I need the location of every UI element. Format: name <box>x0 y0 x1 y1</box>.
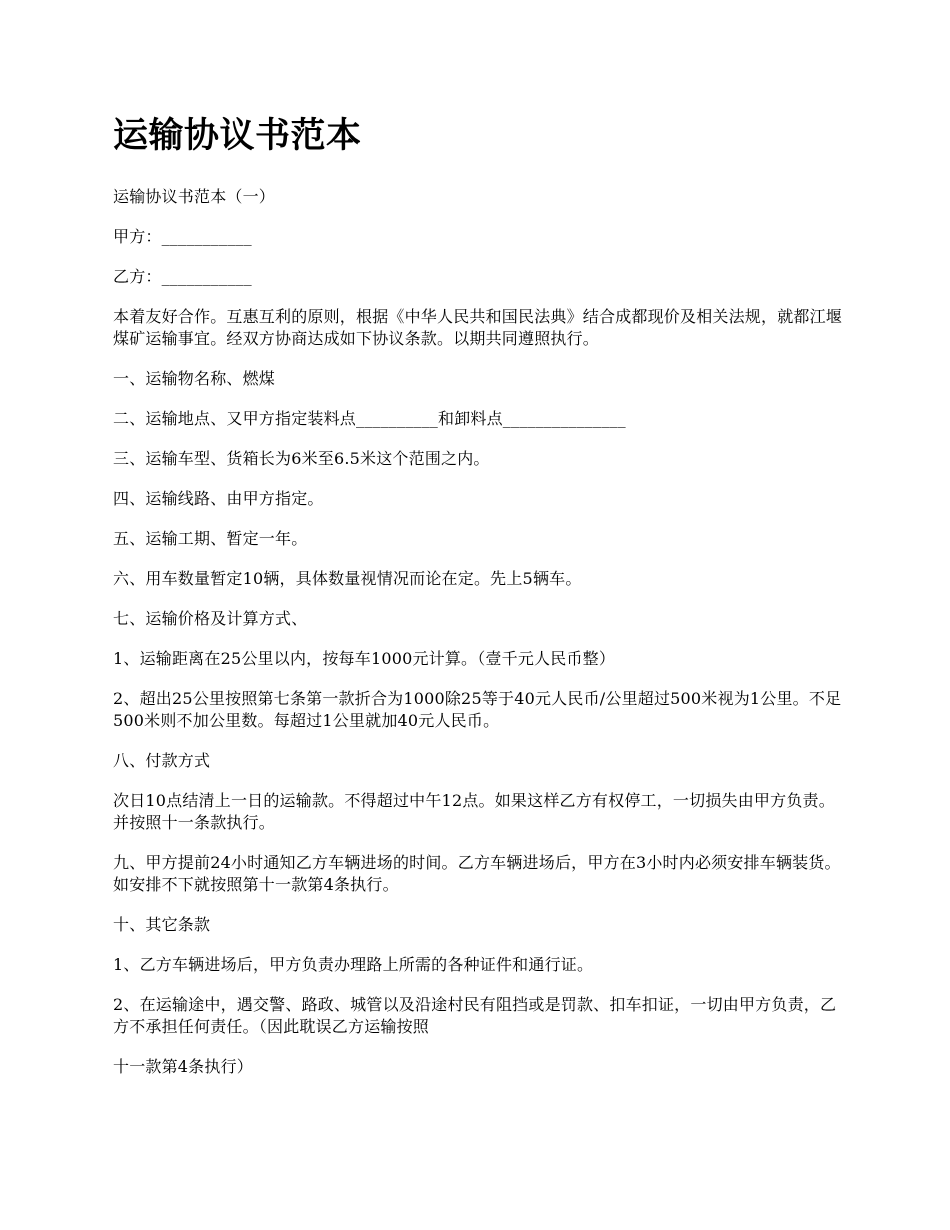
paragraph-clause-7: 七、运输价格及计算方式、 <box>113 609 308 628</box>
paragraph-clause-9: 九、甲方提前24小时通知乙方车辆进场的时间。乙方车辆进场后，甲方在3小时内必须安排车辆装货。如安排不下就按照第十一款第4条执行。 <box>113 853 841 894</box>
paragraph-clause-1: 一、运输物名称、燃煤 <box>113 369 276 388</box>
paragraph-clause-6: 六、用车数量暂定10辆，具体数量视情况而论在定。先上5辆车。 <box>113 569 582 588</box>
paragraph-clause-3: 三、运输车型、货箱长为6米至6.5米这个范围之内。 <box>113 449 490 468</box>
paragraph-clause-10-item-2: 2、在运输途中，遇交警、路政、城管以及沿途村民有阻挡或是罚款、扣车扣证，一切由甲方负责，乙方不承担任何责任。（因此耽误乙方运输按照 <box>113 995 837 1036</box>
paragraph-clause-10-item-2-cont: 十一款第4条执行） <box>113 1057 253 1076</box>
document-page <box>113 112 843 1096</box>
paragraph-clause-5: 五、运输工期、暂定一年。 <box>113 529 308 548</box>
paragraph-clause-10: 十、其它条款 <box>113 915 211 934</box>
document-title: 运输协议书范本 <box>113 115 362 156</box>
paragraph-clause-2: 二、运输地点、又甲方指定装料点__________和卸料点_______________ <box>113 409 626 428</box>
paragraph-party-b: 乙方：___________ <box>113 267 252 286</box>
paragraph-subtitle: 运输协议书范本（一） <box>113 187 276 206</box>
paragraph-clause-7-item-2: 2、超出25公里按照第七条第一款折合为1000除25等于40元人民币/公里超过500米视为1公里。不足500米则不加公里数。每超过1公里就加40元人民币。 <box>113 689 842 730</box>
paragraph-clause-7-item-1: 1、运输距离在25公里以内，按每车1000元计算。（壹千元人民币整） <box>113 649 616 668</box>
paragraph-party-a: 甲方：___________ <box>113 227 252 246</box>
paragraph-clause-10-item-1: 1、乙方车辆进场后，甲方负责办理路上所需的各种证件和通行证。 <box>113 955 594 974</box>
paragraph-clause-8-body: 次日10点结清上一日的运输款。不得超过中午12点。如果这样乙方有权停工，一切损失由甲方负责。并按照十一条款执行。 <box>113 791 835 832</box>
paragraph-clause-8: 八、付款方式 <box>113 751 211 770</box>
paragraph-preamble: 本着友好合作。互惠互利的原则，根据《中华人民共和国民法典》结合成都现价及相关法规，就都江堰煤矿运输事宜。经双方协商达成如下协议条款。以期共同遵照执行。 <box>113 307 843 348</box>
paragraph-clause-4: 四、运输线路、由甲方指定。 <box>113 489 324 508</box>
